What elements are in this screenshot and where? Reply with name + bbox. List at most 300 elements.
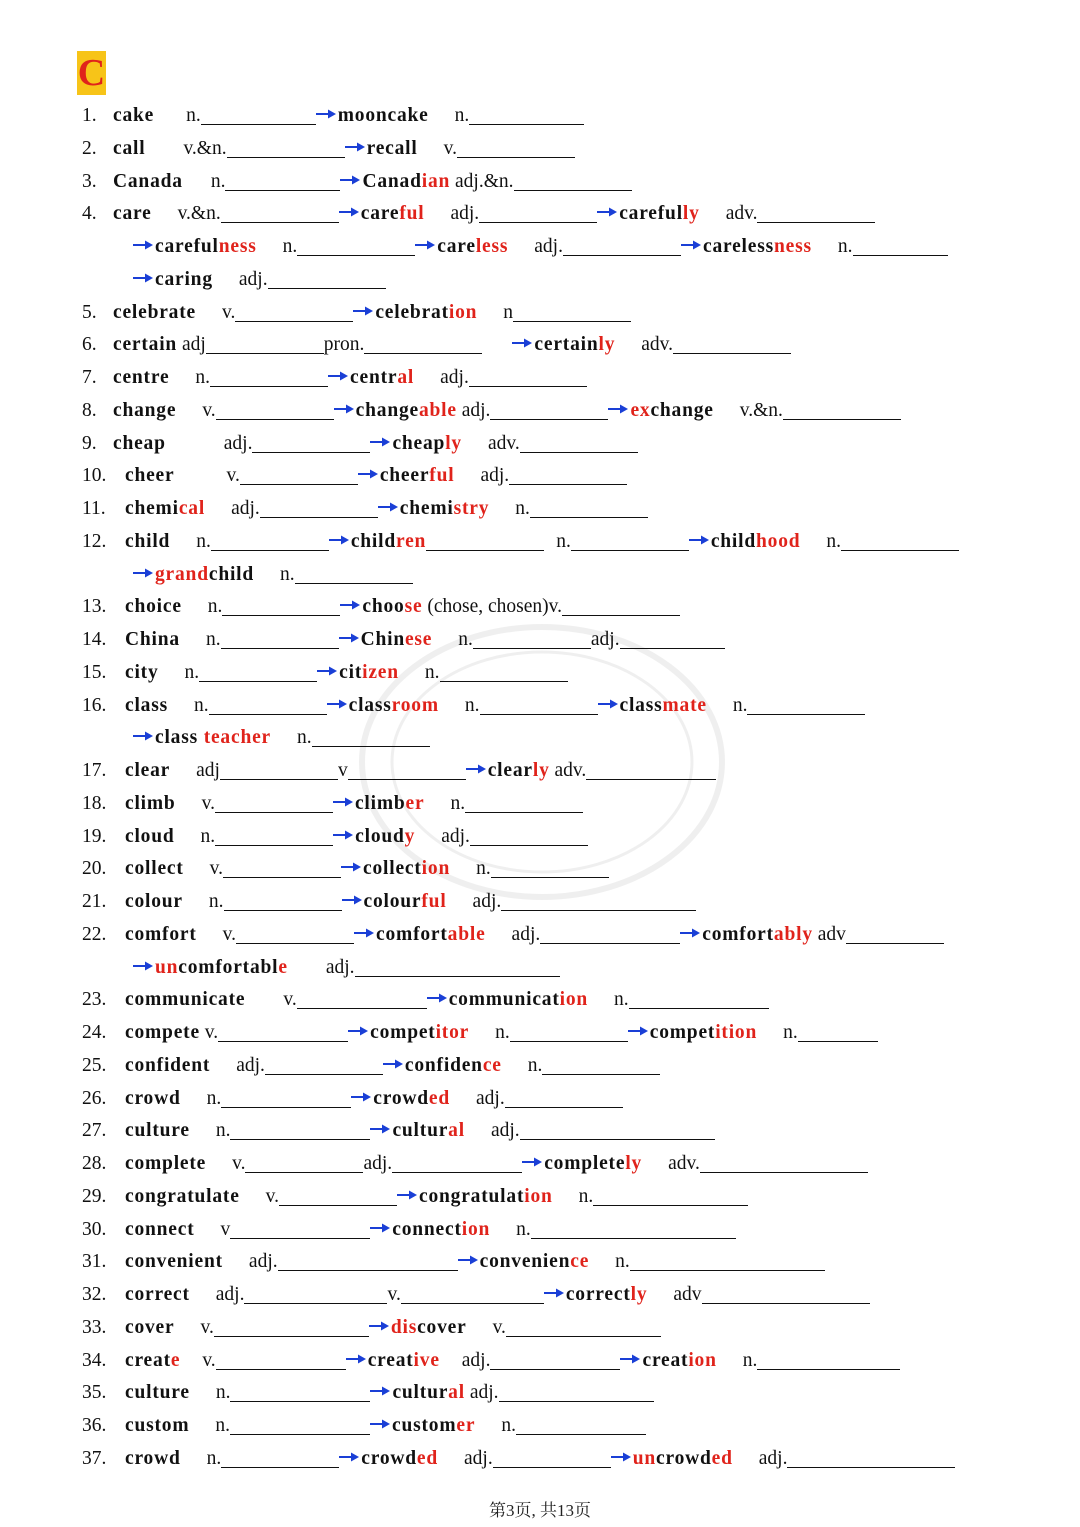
row-content [125, 1050, 660, 1082]
answer-blank[interactable] [757, 1347, 900, 1370]
word-affix-highlight: al [448, 1382, 465, 1404]
answer-blank[interactable] [571, 528, 689, 551]
row-number: 4. [82, 203, 97, 225]
part-of-speech-label: adj [196, 760, 220, 781]
arrow-right-icon [466, 763, 486, 775]
word-stem: care [437, 236, 476, 257]
row-content [125, 853, 609, 885]
vocab-word [125, 662, 159, 683]
part-of-speech-label: adv [673, 1284, 702, 1305]
row-number: 18. [82, 792, 107, 814]
answer-blank[interactable] [221, 200, 339, 223]
row-number: 34. [82, 1349, 107, 1371]
answer-blank[interactable] [783, 397, 901, 420]
vocab-word [113, 367, 169, 388]
word-stem: China [125, 629, 180, 650]
word-affix-highlight: ly [630, 1284, 648, 1305]
part-of-speech-label: n. [195, 367, 211, 388]
answer-blank[interactable] [278, 1248, 458, 1271]
part-of-speech-label: adj. [534, 236, 563, 257]
word-row [0, 1115, 1080, 1148]
arrow-right-icon [340, 174, 360, 186]
answer-blank[interactable] [469, 102, 584, 125]
answer-blank[interactable] [222, 593, 340, 616]
vocab-word [155, 957, 288, 978]
answer-blank[interactable] [224, 888, 342, 911]
vocab-word [400, 498, 490, 519]
word-affix-highlight: able [447, 923, 486, 945]
answer-blank[interactable] [297, 986, 427, 1009]
answer-blank[interactable] [787, 1445, 955, 1468]
part-of-speech-label: adv. [641, 334, 674, 356]
answer-blank[interactable] [392, 1150, 522, 1173]
part-of-speech-label: n. [501, 1415, 516, 1436]
arrow-right-icon [133, 730, 153, 742]
word-stem: colour [125, 891, 183, 912]
answer-blank[interactable] [530, 495, 648, 518]
vocab-word [363, 858, 450, 879]
answer-blank[interactable] [457, 135, 575, 158]
vocab-word [125, 1350, 180, 1371]
row-content [113, 166, 632, 198]
answer-blank[interactable] [540, 921, 680, 944]
part-of-speech-label: n. [282, 236, 298, 257]
row-number: 14. [82, 629, 107, 650]
word-affix-highlight: itor [435, 1022, 470, 1043]
arrow-right-icon [339, 206, 359, 218]
arrow-right-icon [327, 698, 347, 710]
answer-blank[interactable] [220, 757, 338, 780]
vocab-word [391, 1317, 467, 1338]
answer-blank[interactable] [465, 790, 583, 813]
row-content [113, 100, 584, 132]
answer-blank[interactable] [747, 692, 865, 715]
arrow-right-icon [522, 1156, 542, 1168]
word-row [0, 1050, 1080, 1083]
answer-blank[interactable] [700, 1150, 868, 1173]
word-stem: change [355, 399, 419, 421]
vocab-word [619, 203, 700, 224]
part-of-speech-label: n. [207, 596, 223, 618]
row-content [125, 591, 680, 623]
answer-blank[interactable] [265, 1052, 383, 1075]
arrow-right-icon [370, 1418, 390, 1430]
word-affix-highlight: ness [774, 236, 812, 257]
answer-blank[interactable] [214, 1314, 369, 1337]
part-of-speech-label: adj. [450, 203, 480, 225]
arrow-right-icon [334, 403, 354, 415]
answer-blank[interactable] [798, 1019, 878, 1042]
part-of-speech-label: adj. [215, 1284, 245, 1305]
vocab-word [125, 1022, 200, 1043]
word-row [0, 984, 1080, 1017]
word-row [0, 657, 1080, 690]
answer-blank[interactable] [244, 1281, 387, 1304]
word-row [0, 591, 1080, 624]
word-row [0, 1083, 1080, 1116]
part-of-speech-label: n. [732, 694, 748, 716]
row-content [125, 1377, 654, 1409]
answer-blank[interactable] [355, 954, 560, 977]
arrow-right-icon [611, 1451, 631, 1463]
answer-blank[interactable] [211, 528, 329, 551]
part-of-speech-label: n. [454, 105, 470, 126]
part-of-speech-label: n. [196, 530, 211, 552]
answer-blank[interactable] [510, 1019, 628, 1042]
word-stem: centr [350, 367, 398, 388]
word-affix-highlight: able [418, 399, 457, 421]
word-stem: Canad [362, 170, 422, 192]
row-content [113, 428, 638, 460]
answer-blank[interactable] [230, 1379, 370, 1402]
answer-blank[interactable] [348, 757, 466, 780]
answer-blank[interactable] [516, 1412, 646, 1435]
vocab-word [480, 1251, 590, 1272]
answer-blank[interactable] [542, 1052, 660, 1075]
row-number: 21. [82, 891, 107, 912]
word-stem: centre [113, 367, 170, 388]
word-stem: confiden [404, 1054, 483, 1076]
answer-blank[interactable] [230, 1412, 370, 1435]
answer-blank[interactable] [206, 331, 324, 354]
part-of-speech-label: adj. [248, 1251, 278, 1273]
answer-blank[interactable] [426, 528, 544, 551]
answer-blank[interactable] [506, 1314, 661, 1337]
word-stem: crowd [656, 1447, 712, 1469]
row-number: 36. [82, 1415, 107, 1436]
answer-blank[interactable] [230, 1216, 370, 1239]
answer-blank[interactable] [757, 200, 875, 223]
answer-blank[interactable] [440, 659, 568, 682]
answer-blank[interactable] [629, 986, 769, 1009]
word-stem: cheap [113, 432, 166, 454]
answer-blank[interactable] [593, 1183, 748, 1206]
row-number: 31. [82, 1251, 107, 1273]
arrow-right-icon [608, 403, 628, 415]
vocab-word [349, 695, 439, 716]
vocab-word [650, 1022, 757, 1043]
answer-blank[interactable] [620, 626, 725, 649]
arrow-right-icon [353, 305, 373, 317]
arrow-right-icon [348, 1025, 368, 1037]
row-number: 37. [82, 1447, 107, 1469]
vocab-word [125, 760, 170, 781]
answer-blank[interactable] [201, 102, 316, 125]
row-number: 5. [82, 301, 97, 323]
answer-blank[interactable] [252, 430, 370, 453]
word-affix-highlight: ive [413, 1349, 440, 1371]
answer-blank[interactable] [216, 1347, 346, 1370]
vocab-word [361, 203, 425, 224]
word-row [0, 133, 1080, 166]
answer-blank[interactable] [493, 1445, 611, 1468]
row-content [125, 788, 583, 820]
word-affix-highlight: stry [453, 498, 490, 519]
part-of-speech-label: v. [209, 858, 224, 880]
part-of-speech-label: v. [202, 399, 216, 421]
answer-blank[interactable] [297, 233, 415, 256]
word-affix-highlight: ed [416, 1447, 439, 1469]
answer-blank[interactable] [562, 593, 680, 616]
word-affix-highlight: grand [155, 563, 209, 585]
row-number: 9. [82, 432, 97, 454]
row-content [125, 821, 588, 853]
word-row [0, 1443, 1080, 1476]
row-content [125, 1410, 646, 1442]
row-content [125, 1279, 870, 1311]
part-of-speech-label: n. [184, 661, 200, 683]
word-stem: cultur [392, 1120, 449, 1142]
word-affix-highlight: cal [178, 498, 206, 519]
answer-blank[interactable] [505, 1085, 623, 1108]
arrow-right-icon [544, 1287, 564, 1299]
word-stem: child [208, 563, 255, 585]
answer-blank[interactable] [846, 921, 944, 944]
vocab-word [125, 1219, 195, 1240]
answer-blank[interactable] [230, 1117, 370, 1140]
part-of-speech-label: adv. [487, 432, 520, 454]
part-of-speech-label: v. [387, 1284, 401, 1305]
answer-blank[interactable] [853, 233, 948, 256]
row-content [133, 722, 430, 754]
word-stem: child [125, 530, 171, 552]
word-row [0, 1377, 1080, 1410]
answer-blank[interactable] [563, 233, 681, 256]
row-number: 6. [82, 334, 97, 356]
vocab-word [362, 171, 450, 192]
part-of-speech-label: adj. [456, 399, 491, 421]
answer-blank[interactable] [531, 1216, 736, 1239]
word-stem: correct [565, 1284, 631, 1305]
word-stem: congratulat [419, 1185, 525, 1207]
word-row [0, 1279, 1080, 1312]
arrow-right-icon [415, 239, 435, 251]
answer-blank[interactable] [218, 1019, 348, 1042]
row-number: 12. [82, 530, 107, 552]
answer-blank[interactable] [199, 659, 317, 682]
part-of-speech-label: n. [200, 825, 216, 847]
answer-blank[interactable] [520, 430, 638, 453]
answer-blank[interactable] [491, 855, 609, 878]
word-affix-highlight: y [404, 825, 416, 847]
part-of-speech-label: v. [200, 1316, 214, 1338]
arrow-right-icon [680, 927, 700, 939]
word-stem: celebrat [375, 301, 449, 323]
word-row [0, 1148, 1080, 1181]
word-stem: cloud [355, 825, 405, 847]
answer-blank[interactable] [227, 135, 345, 158]
row-number: 25. [82, 1054, 107, 1076]
vocab-word [125, 1186, 240, 1207]
arrow-right-icon [370, 1222, 390, 1234]
arrow-right-icon [458, 1254, 478, 1266]
row-number: 32. [82, 1284, 107, 1305]
word-row [0, 1345, 1080, 1378]
answer-blank[interactable] [514, 168, 632, 191]
vocab-word [125, 531, 170, 552]
part-of-speech-label: v. [221, 301, 236, 323]
word-stem: compete [125, 1022, 200, 1043]
vocab-word [630, 400, 713, 421]
part-of-speech-label: n. [515, 498, 530, 519]
arrow-right-icon [354, 927, 374, 939]
vocab-word [113, 138, 145, 159]
vocab-word [350, 367, 414, 388]
answer-blank[interactable] [240, 462, 358, 485]
answer-blank[interactable] [221, 1445, 339, 1468]
vocab-word [534, 334, 615, 355]
row-number: 33. [82, 1316, 107, 1338]
word-affix-highlight: ly [598, 334, 616, 356]
arrow-right-icon [316, 108, 336, 120]
arrow-right-icon [427, 992, 447, 1004]
answer-blank[interactable] [260, 495, 378, 518]
answer-blank[interactable] [473, 626, 591, 649]
part-of-speech-label: adv. [725, 203, 758, 225]
answer-blank[interactable] [513, 299, 631, 322]
answer-blank[interactable] [225, 168, 340, 191]
part-of-speech-label: n. [280, 563, 295, 585]
answer-blank[interactable] [215, 823, 333, 846]
answer-blank[interactable] [295, 561, 413, 584]
word-stem: child [710, 530, 757, 552]
row-content [125, 493, 648, 525]
part-of-speech-label: n. [495, 1022, 510, 1043]
word-stem: child [350, 530, 396, 552]
word-stem: communicat [448, 989, 560, 1011]
answer-blank[interactable] [216, 397, 334, 420]
arrow-right-icon [689, 534, 709, 546]
arrow-right-icon [342, 894, 362, 906]
vocab-word [113, 302, 196, 323]
part-of-speech-label: adj. [231, 498, 260, 519]
answer-blank[interactable] [209, 692, 327, 715]
answer-blank[interactable] [490, 1347, 620, 1370]
part-of-speech-label: n. [516, 1218, 531, 1240]
answer-blank[interactable] [469, 364, 587, 387]
answer-blank[interactable] [235, 299, 353, 322]
answer-blank[interactable] [501, 888, 696, 911]
vocab-word [620, 695, 707, 716]
arrow-right-icon [317, 665, 337, 677]
word-stem: mooncake [337, 105, 429, 126]
answer-blank[interactable] [673, 331, 791, 354]
word-stem: creat [125, 1349, 171, 1371]
answer-blank[interactable] [236, 921, 354, 944]
row-content [133, 264, 386, 296]
word-row [0, 1410, 1080, 1443]
answer-blank[interactable] [490, 397, 608, 420]
answer-blank[interactable] [245, 1150, 363, 1173]
part-of-speech-label: adj. [472, 891, 502, 912]
answer-blank[interactable] [586, 757, 716, 780]
word-stem: change [113, 399, 177, 421]
vocab-word [155, 727, 271, 748]
word-affix-highlight: ion [461, 1218, 491, 1240]
word-stem: compet [649, 1022, 716, 1043]
answer-blank[interactable] [221, 626, 339, 649]
word-row [0, 297, 1080, 330]
part-of-speech-label: v. [265, 1185, 280, 1207]
word-affix-highlight: un [632, 1447, 657, 1469]
row-content [113, 329, 791, 361]
word-stem: compet [370, 1022, 436, 1043]
answer-blank[interactable] [841, 528, 959, 551]
word-stem: clear [125, 760, 171, 781]
answer-blank[interactable] [480, 692, 598, 715]
vocab-word [711, 531, 801, 552]
word-affix-highlight: ition [715, 1022, 758, 1043]
row-content [125, 919, 944, 951]
arrow-right-icon [369, 1320, 389, 1332]
answer-blank[interactable] [630, 1248, 825, 1271]
word-stem: connect [392, 1218, 462, 1240]
answer-blank[interactable] [215, 790, 333, 813]
vocab-word [125, 1055, 210, 1076]
answer-blank[interactable] [479, 200, 597, 223]
word-stem: collect [363, 858, 422, 880]
row-content [125, 1017, 878, 1049]
part-of-speech-label: v.&n. [177, 203, 221, 225]
vocab-word [449, 989, 588, 1010]
arrow-right-icon [346, 1353, 366, 1365]
word-affix-highlight: ion [421, 858, 451, 880]
answer-blank[interactable] [210, 364, 328, 387]
word-row [0, 264, 1080, 297]
vocab-word [437, 236, 508, 257]
answer-blank[interactable] [401, 1281, 544, 1304]
vocab-word [642, 1350, 716, 1371]
answer-blank[interactable] [312, 724, 430, 747]
word-affix-highlight: ion [559, 989, 589, 1011]
arrow-right-icon [341, 861, 361, 873]
word-stem: custom [392, 1415, 457, 1436]
word-affix-highlight: izen [362, 661, 399, 683]
row-content [125, 1214, 736, 1246]
answer-blank[interactable] [279, 1183, 397, 1206]
answer-blank[interactable] [520, 1117, 715, 1140]
answer-blank[interactable] [470, 823, 588, 846]
row-number: 35. [82, 1382, 107, 1404]
arrow-right-icon [358, 468, 378, 480]
answer-blank[interactable] [702, 1281, 870, 1304]
word-affix-highlight: e [278, 956, 288, 978]
vocab-word [392, 433, 462, 454]
answer-blank[interactable] [509, 462, 627, 485]
part-of-speech-label: n. [215, 1415, 231, 1436]
vocab-word [125, 1317, 174, 1338]
row-content [125, 526, 959, 558]
vocab-word [367, 138, 418, 159]
word-stem: cloud [125, 825, 175, 847]
arrow-right-icon [133, 239, 153, 251]
answer-blank[interactable] [223, 855, 341, 878]
answer-blank[interactable] [499, 1379, 654, 1402]
answer-blank[interactable] [268, 266, 386, 289]
word-affix-highlight: e [170, 1349, 181, 1371]
word-row [0, 526, 1080, 559]
row-number: 2. [82, 137, 97, 159]
part-of-speech-label: adj. [511, 923, 541, 945]
word-stem: call [113, 137, 146, 159]
vocab-word [125, 891, 183, 912]
word-stem: careful [619, 203, 683, 225]
answer-blank[interactable] [364, 331, 482, 354]
word-affix-highlight: room [391, 694, 439, 716]
answer-blank[interactable] [221, 1085, 351, 1108]
word-affix-highlight: ese [404, 629, 433, 650]
word-row [0, 1017, 1080, 1050]
